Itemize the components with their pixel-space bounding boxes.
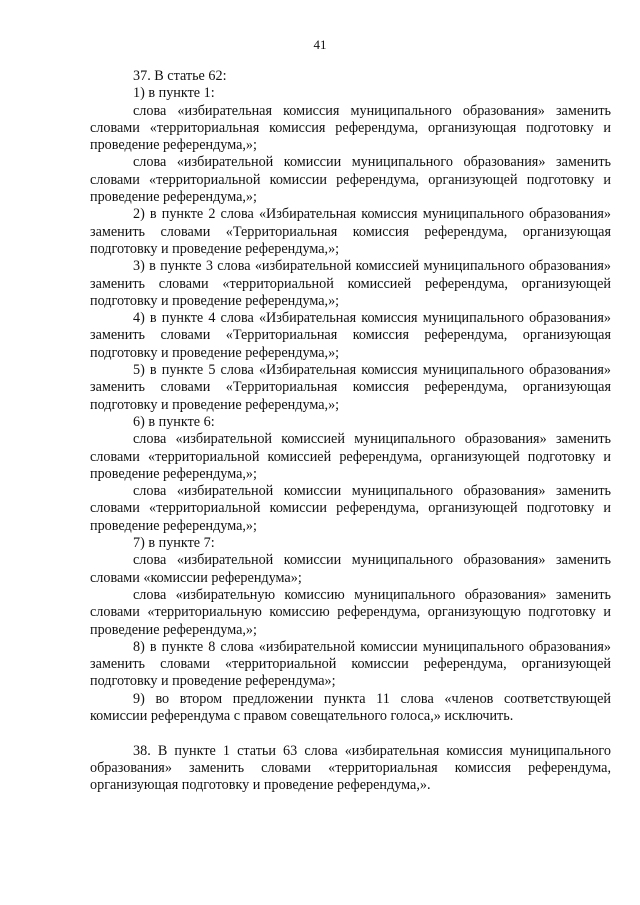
item-1-paragraph-a: слова «избирательная комиссия муниципального образования» заменить словами «территориальная комиссия референдума, организующая подготовку и проведение референдума,»; <box>90 102 611 154</box>
document-body <box>90 68 611 795</box>
item-7-paragraph-b: слова «избирательную комиссию муниципального образования» заменить словами «территориальную комиссию референдума, организующую подготовку и проведение референдума,»; <box>90 586 611 638</box>
item-2-paragraph: 2) в пункте 2 слова «Избирательная комиссия муниципального образования» заменить словами «Территориальная комиссия референдума, организующая подготовку и проведение референдума,»; <box>90 206 611 257</box>
page-number: 41 <box>313 37 327 52</box>
item-6-heading: 6) в пункте 6: <box>133 413 215 430</box>
item-9-paragraph: 9) во втором предложении пункта 11 слова «членов соответствующей комиссии референдума с правом совещательного голоса,» исключить. <box>90 690 611 724</box>
item-5-paragraph: 5) в пункте 5 слова «Избирательная комиссия муниципального образования» заменить словами «Территориальная комиссия референдума, организующая подготовку и проведение референдума,»; <box>90 362 611 413</box>
item-1-heading: 1) в пункте 1: <box>133 85 215 102</box>
item-6-paragraph-a: слова «избирательной комиссией муниципального образования» заменить словами «территориальной комиссией референдума, организующей подготовку и проведение референдума,»; <box>90 431 611 482</box>
item-1-paragraph-b: слова «избирательной комиссии муниципального образования» заменить словами «территориальной комиссии референдума, организующей подготовку и проведение референдума,»; <box>90 154 611 206</box>
item-8-paragraph: 8) в пункте 8 слова «избирательной комиссии муниципального образования» заменить словами «территориальной комиссии референдума, организующей подготовку и проведение референдума»; <box>90 638 611 690</box>
article-63-paragraph: 38. В пункте 1 статьи 63 слова «избирательная комиссия муниципального образования» заменить словами «территориальная комиссия референдума, организующая подготовку и проведение референдума,». <box>90 742 611 794</box>
article-62-heading: 37. В статье 62: <box>133 68 227 84</box>
item-6-paragraph-b: слова «избирательной комиссии муниципального образования» заменить словами «территориальной комиссии референдума, организующей подготовку и проведение референдума,»; <box>90 483 611 534</box>
item-7-paragraph-a: слова «избирательной комиссии муниципального образования» заменить словами «комиссии референдума»; <box>90 552 611 586</box>
item-3-paragraph: 3) в пункте 3 слова «избирательной комиссией муниципального образования» заменить словами «территориальной комиссией референдума, организующей подготовку и проведение референдума,»; <box>90 258 611 309</box>
item-7-heading: 7) в пункте 7: <box>133 535 215 552</box>
item-4-paragraph: 4) в пункте 4 слова «Избирательная комиссия муниципального образования» заменить словами «Территориальная комиссия референдума, организующая подготовку и проведение референдума,»; <box>90 310 611 361</box>
